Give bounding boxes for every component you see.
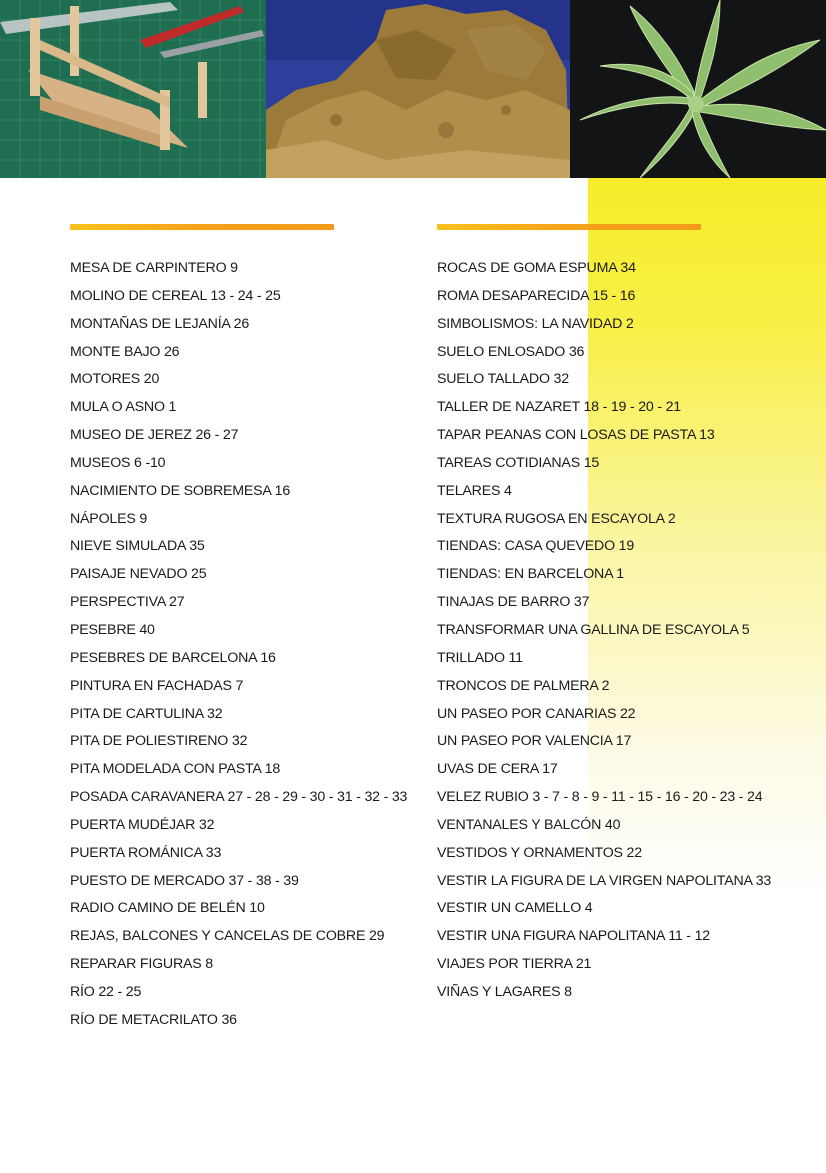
index-entry: VESTIR UN CAMELLO 4: [437, 900, 593, 917]
index-entry: MUSEO DE JEREZ 26 - 27: [70, 427, 239, 444]
index-entry: TINAJAS DE BARRO 37: [437, 594, 590, 611]
index-entry: PITA DE POLIESTIRENO 32: [70, 733, 248, 750]
index-entry: MOLINO DE CEREAL 13 - 24 - 25: [70, 287, 281, 304]
index-entry: TAREAS COTIDIANAS 15: [437, 454, 600, 471]
left-column-rule: [70, 224, 334, 230]
index-entry: UN PASEO POR VALENCIA 17: [437, 733, 632, 750]
index-entry: PAISAJE NEVADO 25: [70, 566, 207, 583]
index-entry: MESA DE CARPINTERO 9: [70, 260, 238, 276]
rocks-photo: [266, 0, 570, 178]
index-entry: TRANSFORMAR UNA GALLINA DE ESCAYOLA 5: [437, 621, 750, 638]
index-entry: PESEBRES DE BARCELONA 16: [70, 649, 276, 666]
index-entry: VIAJES POR TIERRA 21: [437, 956, 592, 973]
index-entry: TALLER DE NAZARET 18 - 19 - 20 - 21: [437, 399, 682, 416]
index-entry: PERSPECTIVA 27: [70, 594, 185, 611]
index-column-left: [70, 256, 407, 1036]
index-entry: PUERTA MUDÉJAR 32: [70, 816, 215, 833]
index-entry: SUELO ENLOSADO 36: [437, 343, 585, 360]
index-entry: TAPAR PEANAS CON LOSAS DE PASTA 13: [437, 427, 715, 444]
index-entry: RÍO DE METACRILATO 36: [70, 1011, 237, 1028]
index-entry: VESTIDOS Y ORNAMENTOS 22: [437, 844, 642, 861]
index-entry: NACIMIENTO DE SOBREMESA 16: [70, 482, 291, 499]
index-entry: RADIO CAMINO DE BELÉN 10: [70, 900, 265, 917]
index-entry: POSADA CARAVANERA 27 - 28 - 29 - 30 - 31 - 32 - 33: [70, 789, 408, 806]
index-entry: RÍO 22 - 25: [70, 983, 142, 1000]
index-entry: TELARES 4: [437, 482, 512, 499]
index-entry: VESTIR UNA FIGURA NAPOLITANA 11 - 12: [437, 928, 710, 945]
index-column-right: [437, 256, 771, 1008]
photo-strip: [0, 0, 826, 178]
index-entry: ROCAS DE GOMA ESPUMA 34: [437, 260, 636, 276]
carpentry-table-photo: [0, 0, 266, 178]
index-entry: MULA O ASNO 1: [70, 399, 177, 416]
index-entry: TIENDAS: CASA QUEVEDO 19: [437, 538, 635, 555]
index-entry: VIÑAS Y LAGARES 8: [437, 983, 572, 1000]
index-entry: MONTAÑAS DE LEJANÍA 26: [70, 315, 250, 332]
index-entry: PITA MODELADA CON PASTA 18: [70, 761, 281, 778]
index-entry: VENTANALES Y BALCÓN 40: [437, 816, 621, 833]
index-entry: TEXTURA RUGOSA EN ESCAYOLA 2: [437, 510, 676, 527]
index-entry: MUSEOS 6 -10: [70, 454, 166, 471]
index-entry: PUESTO DE MERCADO 37 - 38 - 39: [70, 872, 299, 889]
right-column-rule: [437, 224, 701, 230]
index-entry: TRONCOS DE PALMERA 2: [437, 677, 610, 694]
index-entry: PESEBRE 40: [70, 621, 155, 638]
index-entry: TIENDAS: EN BARCELONA 1: [437, 566, 624, 583]
index-entry: SIMBOLISMOS: LA NAVIDAD 2: [437, 315, 634, 332]
index-entry: VESTIR LA FIGURA DE LA VIRGEN NAPOLITANA 33: [437, 872, 772, 889]
index-entry: UN PASEO POR CANARIAS 22: [437, 705, 636, 722]
index-entry: MONTE BAJO 26: [70, 343, 180, 360]
index-entry: REPARAR FIGURAS 8: [70, 956, 213, 973]
index-entry: MOTORES 20: [70, 371, 160, 388]
index-entry: SUELO TALLADO 32: [437, 371, 569, 388]
index-entry: REJAS, BALCONES Y CANCELAS DE COBRE 29: [70, 928, 385, 945]
index-entry: PITA DE CARTULINA 32: [70, 705, 223, 722]
index-entry: TRILLADO 11: [437, 649, 523, 666]
index-entry: VELEZ RUBIO 3 - 7 - 8 - 9 - 11 - 15 - 16 - 20 - 23 - 24: [437, 789, 763, 806]
index-entry: ROMA DESAPARECIDA 15 - 16: [437, 287, 636, 304]
index-entry: UVAS DE CERA 17: [437, 761, 558, 778]
index-entry: NÁPOLES 9: [70, 510, 148, 527]
index-entry: PINTURA EN FACHADAS 7: [70, 677, 244, 694]
index-entry: NIEVE SIMULADA 35: [70, 538, 205, 555]
palm-plant-photo: [570, 0, 826, 178]
index-entry: PUERTA ROMÁNICA 33: [70, 844, 222, 861]
